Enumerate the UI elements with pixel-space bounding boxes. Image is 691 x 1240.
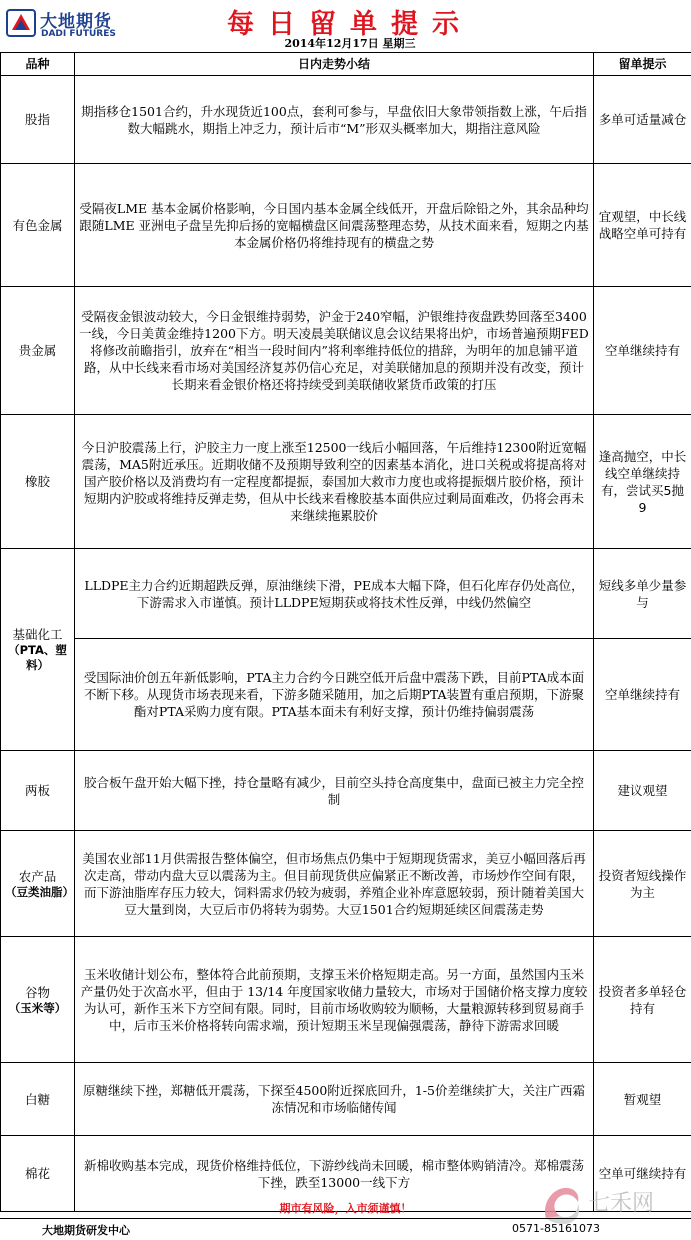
table-row [1,415,691,549]
summary-cell: 受国际油价创五年新低影响，PTA主力合约今日跳空低开后盘中震荡下跌，目前PTA成本面不断下移。从现货市场表现来看，下游多随采随用，加之后期PTA装置有重启预期，下游聚酯对PTA采购力度有限。PTA基本面未有利好支撑，预计仍维持偏弱震荡 [75,639,594,751]
table-row [1,639,691,751]
summary-cell: 美国农业部11月供需报告整体偏空，但市场焦点仍集中于短期现货需求，美豆小幅回落后再次走高，带动内盘大豆以震荡为主。但目前现货供应偏紧正不断改善，市场炒作空间有限，而下游油脂库存压力较大，饲料需求仍较为疲弱，养殖企业补库意愿较弱，预计随着美国大豆大量到岗，大豆后市仍将转为弱势。大豆1501合约短期延续区间震荡走势 [75,831,594,937]
header-summary: 日内走势小结 [75,53,594,76]
logo-text-en: DADI FUTURES [41,29,116,39]
recommendation-cell: 短线多单少量参与 [594,549,691,639]
summary-cell: 期指移仓1501合约，升水现货近100点，套利可参与，早盘依旧大象带领指数上涨，午后指数大幅跳水，期指上冲乏力，预计后市“M”形双头概率加大，期指注意风险 [75,76,594,164]
summary-cell: 玉米收储计划公布，整体符合此前预期，支撑玉米价格短期走高。另一方面，虽然国内玉米产量仍处于次高水平，但由于 13/14 年度国家收储力量较大，市场对于国储价格支撑力度较为认可，新作玉米下方空间有限。同时，目前市场收购较为顺畅，大量粮源转移到贸易商手中，后市玉米价格将转向需求端，预计短期玉米呈现偏强震荡，静待下游需求回暖 [75,937,594,1063]
table-row [1,164,691,287]
table-row [1,549,691,639]
summary-cell: 今日沪胶震荡上行，沪胶主力一度上涨至12500一线后小幅回落，午后维持12300附近宽幅震荡，MA5附近承压。近期收储不及预期导致利空的因素基本消化，进口关税或将提高将对国产胶价格以及消费均有一定程度都提振，泰国加大救市力度也或将提振烟片胶价格，预计短期内沪胶或将维持反弹走势，但从中长线来看橡胶基本面供应过剩局面难改，仍将会再未来继续拖累胶价 [75,415,594,549]
recommendation-cell: 宜观望，中长线战略空单可持有 [594,164,691,287]
summary-cell: 新棉收购基本完成，现货价格维持低位，下游纱线尚未回暖，棉市整体购销清冷。郑棉震荡下挫，跌至13000一线下方 [75,1136,594,1212]
category-cell: 基础化工 （PTA、塑料） [1,549,75,751]
risk-warning: 期市有风险，入市须谨慎！ [279,1202,412,1215]
summary-cell: 原糖继续下挫，郑糖低开震荡，下探至4500附近探底回升，1-5价差继续扩大，关注广西霜冻情况和市场临储传闻 [75,1063,594,1136]
category-cell: 农产品 （豆类油脂） [1,831,75,937]
summary-cell: 胶合板午盘开始大幅下挫，持仓量略有减少，目前空头持仓高度集中，盘面已被主力完全控制 [75,751,594,831]
logo-text-cn: 大地期货 [40,12,112,32]
watermark-text: 七禾网 [588,1191,655,1216]
table-row [1,751,691,831]
table-row [1,76,691,164]
category-cell: 棉花 [1,1136,75,1212]
recommendation-cell: 暂观望 [594,1063,691,1136]
research-center: 大地期货研发中心 [42,1224,130,1237]
category-cell: 谷物 （玉米等） [1,937,75,1063]
recommendation-cell: 投资者短线操作为主 [594,831,691,937]
report-date: 2014年12月17日 星期三 [284,37,416,50]
company-logo [6,5,126,45]
header-category: 品种 [1,53,75,76]
summary-cell: LLDPE主力合约近期超跌反弹，原油继续下滑，PE成本大幅下降，但石化库存仍处高位，下游需求入市谨慎。预计LLDPE短期获或将技术性反弹，中线仍然偏空 [75,549,594,639]
recommendation-cell: 逢高抛空，中长线空单继续持有，尝试买5抛9 [594,415,691,549]
footer-divider [0,1218,691,1219]
table-row [1,1063,691,1136]
table-header-row [1,53,691,76]
summary-cell: 受隔夜金银波动较大，今日金银维持弱势，沪金于240窄幅，沪银维持夜盘跌势回落至3400一线，今日美黄金维持1200下方。明天凌晨美联储议息会议结果将出炉，市场普遍预期FED将修改前瞻指引，放弃在“相当一段时间内”将利率维持低位的措辞，为明年的加息铺平道路，从中长线来看市场对美国经济复苏仍信心充足，对美联储加息的预期并没有改变，预计长期来看金银价格还将持续受到美联储收紧货币政策的打压 [75,287,594,415]
category-cell: 两板 [1,751,75,831]
dadi-logo-icon [6,8,36,38]
table-row [1,937,691,1063]
summary-cell: 受隔夜LME 基本金属价格影响，今日国内基本金属全线低开，开盘后除铅之外，其余品种均跟随LME 亚洲电子盘呈先抑后扬的宽幅横盘区间震荡整理态势，从技术面来看，短期之内基本金属价格仍将维持现有的横盘之势 [75,164,594,287]
category-cell: 白糖 [1,1063,75,1136]
category-cell: 有色金属 [1,164,75,287]
contact-phone: 0571-85161073 [512,1222,600,1235]
header-recommendation: 留单提示 [594,53,691,76]
category-cell: 橡胶 [1,415,75,549]
recommendation-cell: 投资者多单轻仓持有 [594,937,691,1063]
recommendation-cell: 空单继续持有 [594,639,691,751]
advice-table [0,52,691,1212]
table-row [1,831,691,937]
recommendation-cell: 空单可继续持有 [594,1136,691,1212]
recommendation-cell: 建议观望 [594,751,691,831]
header [0,0,691,52]
recommendation-cell: 空单继续持有 [594,287,691,415]
page-title: 每日留单提示 [227,9,473,40]
recommendation-cell: 多单可适量减仓 [594,76,691,164]
category-cell: 股指 [1,76,75,164]
table-row [1,287,691,415]
category-cell: 贵金属 [1,287,75,415]
